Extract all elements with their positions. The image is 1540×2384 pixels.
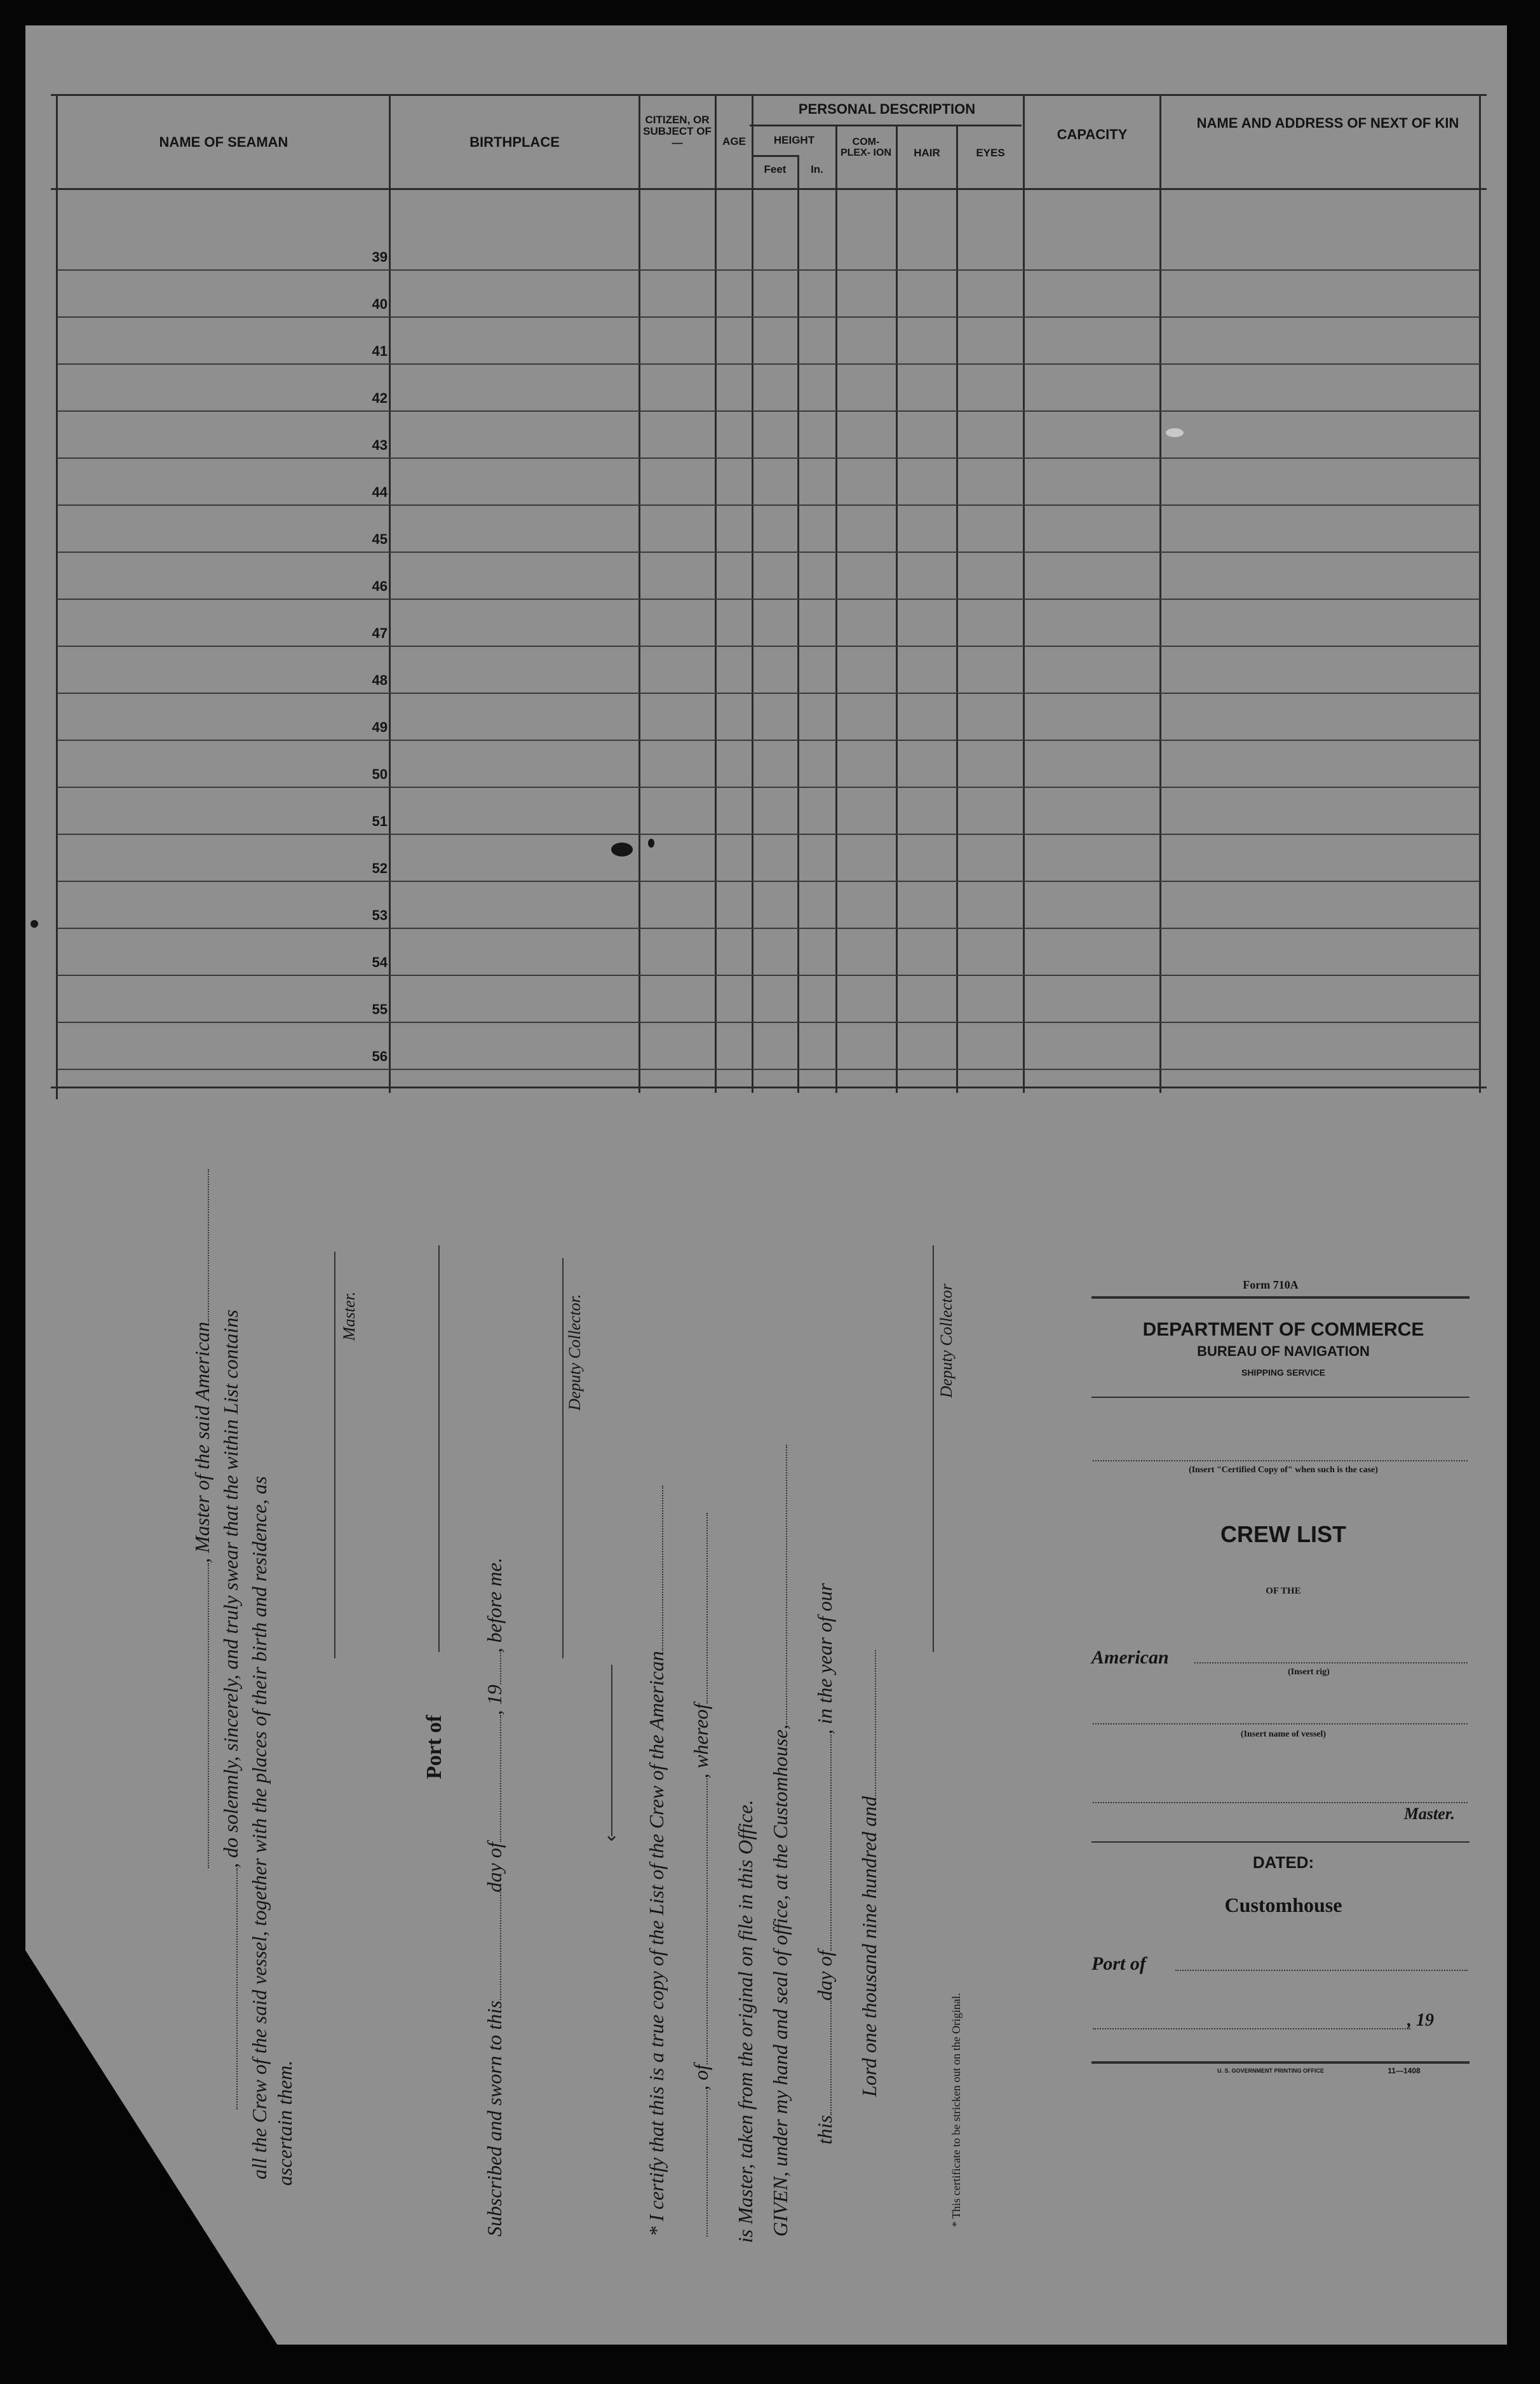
- table-row: [57, 693, 1480, 694]
- deputy-collector-label: Deputy Collector.: [565, 1294, 584, 1411]
- personal-subline: [750, 125, 1022, 126]
- service-title: SHIPPING SERVICE: [1241, 1367, 1325, 1378]
- port-of-line: [438, 1245, 440, 1652]
- header-complexion: COM- PLEX- ION: [840, 137, 891, 158]
- table-row: [57, 269, 1480, 271]
- table-top-line: [51, 94, 1487, 96]
- ink-stain: [1166, 428, 1184, 437]
- header-personal-description: PERSONAL DESCRIPTION: [798, 101, 976, 117]
- col-line: [752, 95, 753, 1093]
- table-row: [57, 363, 1480, 365]
- dated-label: DATED:: [1252, 1853, 1314, 1872]
- customhouse-label: Customhouse: [1224, 1893, 1342, 1916]
- form-rule-2: [1091, 1397, 1469, 1398]
- given-text: GIVEN, under my hand and seal of office, at the Customhouse,: [769, 1724, 792, 2237]
- arrow-head-icon: ⌄: [604, 1824, 620, 1845]
- ink-stain: [30, 920, 38, 928]
- port-of-field[interactable]: [1175, 1968, 1468, 1971]
- oath-line-1: [191, 1169, 214, 1868]
- table-row: [57, 787, 1480, 788]
- header-hair: HAIR: [914, 147, 940, 159]
- rig-field[interactable]: [1194, 1661, 1468, 1663]
- header-capacity: CAPACITY: [1057, 126, 1128, 142]
- form-number: Form 710A: [1243, 1278, 1299, 1291]
- printer-note: U. S. GOVERNMENT PRINTING OFFICE: [1217, 2068, 1324, 2074]
- row-number: 47: [372, 625, 388, 641]
- col-line: [1159, 95, 1161, 1093]
- row-number: 50: [372, 766, 388, 782]
- oath-text-1: , Master of the said American: [191, 1322, 213, 1563]
- table-row: [57, 740, 1480, 741]
- certificate-footnote: * This certificate to be stricken out on the Original.: [950, 1993, 962, 2227]
- row-number: 46: [372, 578, 388, 594]
- of-the-label: OF THE: [1266, 1586, 1301, 1596]
- row-number: 51: [372, 813, 388, 829]
- row-number: 39: [372, 249, 388, 265]
- col-line: [56, 95, 58, 1099]
- row-number: 43: [372, 437, 388, 453]
- row-number: 42: [372, 390, 388, 406]
- american-label: American: [1091, 1647, 1169, 1668]
- port-of-label: Port of: [422, 1714, 446, 1779]
- oath-line-3: [248, 1476, 271, 2179]
- oath-text-2: , do solemnly, sincerely, and truly swear that the within List contains: [219, 1310, 242, 1868]
- oath-text-4: ascertain them.: [273, 2060, 296, 2186]
- table-row: [57, 646, 1480, 647]
- this-day-line: [813, 1583, 837, 2144]
- printer-code: 11—1408: [1388, 2066, 1421, 2075]
- height-subline: [753, 155, 799, 157]
- header-name-of-seaman: NAME OF SEAMAN: [159, 134, 288, 150]
- header-feet: Feet: [764, 163, 787, 175]
- insert-rig-note: (Insert rig): [1288, 1667, 1330, 1677]
- table-row: [57, 552, 1480, 553]
- col-line: [1023, 95, 1025, 1093]
- form-top-rule: [1091, 1296, 1469, 1299]
- this-text: this: [813, 2115, 836, 2144]
- certify-line: [645, 1486, 668, 2237]
- header-next-of-kin: NAME AND ADDRESS OF NEXT OF KIN: [1196, 115, 1459, 131]
- insert-vessel-note: (Insert name of vessel): [1240, 1730, 1327, 1739]
- header-citizen: CITIZEN, OR SUBJECT OF—: [643, 114, 712, 149]
- row-number: 52: [372, 860, 388, 876]
- oath-line-2: [219, 1310, 243, 2110]
- in-year-text: , in the year of our: [813, 1583, 836, 1735]
- whereof-text: , whereof: [689, 1703, 712, 1779]
- table-row: [57, 316, 1480, 318]
- date-field[interactable]: [1093, 2027, 1410, 2029]
- table-row: [57, 410, 1480, 412]
- header-height: HEIGHT: [773, 134, 815, 146]
- row-number: 53: [372, 907, 388, 923]
- deputy-collector-label-2: Deputy Collector: [937, 1283, 956, 1398]
- table-row: [57, 881, 1480, 882]
- ink-stain: [648, 839, 654, 848]
- row-number: 45: [372, 531, 388, 547]
- master-signature-line: [334, 1252, 335, 1658]
- table-row: [57, 928, 1480, 929]
- table-row: [57, 599, 1480, 600]
- subscribed-text: Subscribed and sworn to this: [483, 2000, 506, 2237]
- row-number: 56: [372, 1048, 388, 1064]
- lord-text: Lord one thousand nine hundred and: [858, 1796, 881, 2097]
- department-title: DEPARTMENT OF COMMERCE: [1142, 1319, 1424, 1340]
- form-rule-3: [1091, 1841, 1469, 1843]
- row-number: 40: [372, 296, 388, 312]
- subscribed-line: [483, 1557, 506, 2237]
- lord-line: [858, 1650, 881, 2097]
- nineteen-label-right: , 19: [1407, 2010, 1434, 2030]
- crew-list-title: CREW LIST: [1220, 1521, 1346, 1547]
- master-name-field[interactable]: [1093, 1801, 1468, 1803]
- master-label-right: Master.: [1403, 1805, 1455, 1823]
- is-master-line: [734, 1800, 757, 2243]
- table-row: [57, 975, 1480, 976]
- row-number: 48: [372, 672, 388, 688]
- day-of-text: day of: [483, 1842, 506, 1893]
- col-line: [1479, 95, 1481, 1093]
- col-line: [797, 155, 799, 1093]
- table-row: [57, 457, 1480, 459]
- row-number: 54: [372, 954, 388, 970]
- table-row: [57, 505, 1480, 506]
- deputy-signature-line: [562, 1258, 564, 1658]
- header-eyes: EYES: [976, 147, 1005, 159]
- table-row: [57, 1022, 1480, 1023]
- is-master-text: is Master, taken from the original on file in this Office.: [734, 1799, 757, 2243]
- header-inches: In.: [811, 163, 823, 175]
- header-birthplace: BIRTHPLACE: [469, 134, 560, 150]
- table-bottom-line: [51, 1087, 1487, 1088]
- deputy-signature-line-2: [933, 1245, 934, 1652]
- header-bottom-line: [51, 188, 1487, 190]
- col-line: [638, 95, 640, 1093]
- table-row: [57, 1069, 1480, 1070]
- day-of-text-2: day of: [813, 1950, 836, 2001]
- row-number: 55: [372, 1001, 388, 1017]
- certified-copy-field[interactable]: [1093, 1459, 1468, 1461]
- arrow-line: [611, 1665, 612, 1836]
- col-line: [715, 95, 717, 1093]
- row-number: 41: [372, 343, 388, 359]
- col-line: [389, 95, 391, 1093]
- form-bottom-rule: [1091, 2061, 1469, 2064]
- given-line: [769, 1445, 792, 2237]
- oath-text-3: all the Crew of the said vessel, together with the places of their birth and residence, as: [248, 1476, 271, 2179]
- certify-text: * I certify that this is a true copy of the List of the Crew of the American: [645, 1651, 668, 2237]
- row-number: 49: [372, 719, 388, 735]
- oath-line-4: [273, 2061, 297, 2186]
- vessel-name-field[interactable]: [1093, 1722, 1468, 1724]
- table-row: [57, 834, 1480, 835]
- master-label: Master.: [340, 1291, 358, 1341]
- of-text: , of: [689, 2064, 712, 2090]
- certified-copy-note: (Insert "Certified Copy of" when such is the case): [1189, 1465, 1378, 1475]
- port-of-right-label: Port of: [1091, 1953, 1146, 1974]
- row-number: 44: [372, 484, 388, 500]
- before-me-text: , before me.: [483, 1557, 506, 1653]
- of-whereof-line: [689, 1513, 713, 2237]
- ink-stain: [611, 843, 633, 857]
- header-age: AGE: [722, 135, 746, 147]
- nineteen-text: , 19: [483, 1684, 506, 1716]
- bureau-title: BUREAU OF NAVIGATION: [1197, 1343, 1370, 1359]
